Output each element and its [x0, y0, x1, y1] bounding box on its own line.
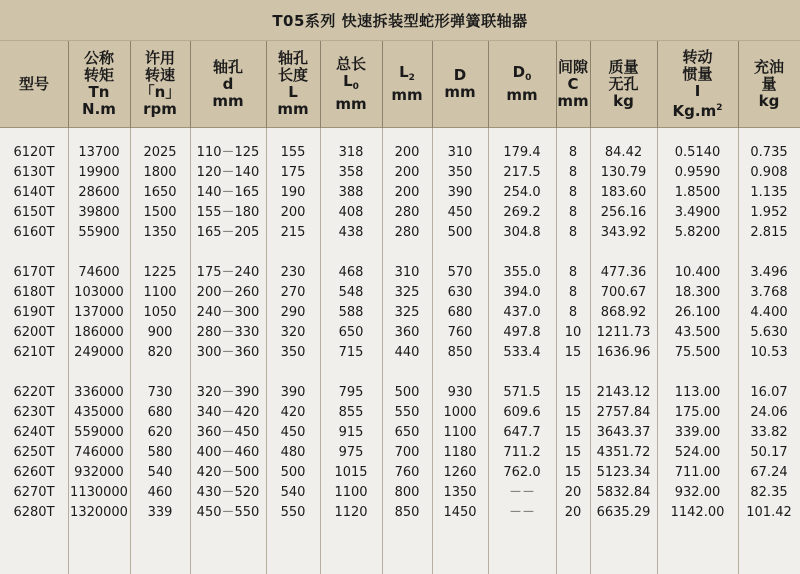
- table-cell: 540: [280, 485, 306, 500]
- table-cell: 256.16: [600, 205, 647, 220]
- table-cell: 1211.73: [596, 325, 651, 340]
- table-cell: 137000: [74, 305, 124, 320]
- table-cell: 350: [447, 165, 473, 180]
- table-cell: 270: [280, 285, 306, 300]
- table-cell: 550: [394, 405, 420, 420]
- table-cell: 711.00: [674, 465, 721, 480]
- table-cell: 175－240: [196, 265, 260, 280]
- table-cell: 2025: [143, 145, 177, 160]
- table-cell: 571.5: [503, 385, 541, 400]
- column-header: [0, 41, 68, 127]
- table-cell: 8: [568, 145, 578, 160]
- table-cell: 5123.34: [596, 465, 651, 480]
- table-cell: 1142.00: [670, 505, 725, 520]
- table-cell: 630: [447, 285, 473, 300]
- table-cell: 1450: [443, 505, 477, 520]
- table-cell: 120－140: [196, 165, 260, 180]
- table-cell: 450: [447, 205, 473, 220]
- table-cell: 1650: [143, 185, 177, 200]
- table-cell: 15: [564, 405, 582, 420]
- model-cell: 6230T: [13, 405, 55, 420]
- table-cell: 1320000: [70, 505, 128, 520]
- table-cell: 103000: [74, 285, 124, 300]
- table-cell: 420－500: [196, 465, 260, 480]
- column-header-line: 间隙: [557, 57, 588, 76]
- table-cell: 1.952: [750, 205, 788, 220]
- table-row: [0, 403, 800, 423]
- table-cell: 280: [394, 205, 420, 220]
- table-row: [0, 263, 800, 283]
- table-cell: 868.92: [600, 305, 647, 320]
- table-cell: 650: [394, 425, 420, 440]
- table-title: [0, 0, 800, 41]
- table-cell: 8: [568, 285, 578, 300]
- table-cell: 325: [394, 285, 420, 300]
- table-cell: 280: [394, 225, 420, 240]
- column-header-line: mm: [277, 100, 309, 118]
- table-cell: 450: [280, 425, 306, 440]
- table-cell: 1050: [143, 305, 177, 320]
- table-cell: 1180: [443, 445, 477, 460]
- table-cell: 8: [568, 265, 578, 280]
- table-cell: 0.908: [750, 165, 788, 180]
- column-header-line: mm: [444, 83, 476, 101]
- table-row: [0, 343, 800, 363]
- table-cell: 343.92: [600, 225, 647, 240]
- table-cell: 1260: [443, 465, 477, 480]
- table-cell: 200: [280, 205, 306, 220]
- table-cell: 620: [147, 425, 173, 440]
- table-cell: 1015: [334, 465, 368, 480]
- table-cell: 477.36: [600, 265, 647, 280]
- table-cell: 179.4: [503, 145, 541, 160]
- table-cell: 932.00: [674, 485, 721, 500]
- column-header-line: mm: [557, 91, 589, 110]
- table-cell: 175.00: [674, 405, 721, 420]
- model-cell: 6280T: [13, 505, 55, 520]
- table-cell: 4.400: [750, 305, 788, 320]
- table-cell: 15: [564, 445, 582, 460]
- table-cell: 340－420: [196, 405, 260, 420]
- column-header: [130, 41, 190, 127]
- model-cell: 6260T: [13, 465, 55, 480]
- table-cell: 2.815: [750, 225, 788, 240]
- table-cell: 360: [394, 325, 420, 340]
- table-cell: 500: [394, 385, 420, 400]
- table-cell: 795: [338, 385, 364, 400]
- table-cell: 217.5: [503, 165, 541, 180]
- table-cell: 360－450: [196, 425, 260, 440]
- table-cell: 390: [280, 385, 306, 400]
- table-cell: 6635.29: [596, 505, 651, 520]
- table-cell: 339: [147, 505, 173, 520]
- table-cell: 355.0: [503, 265, 541, 280]
- column-header-line: 质量: [608, 57, 639, 76]
- column-header-line: 惯量: [682, 64, 713, 83]
- table-cell: 680: [147, 405, 173, 420]
- column-header-line: 型号: [18, 74, 49, 93]
- table-row: [0, 383, 800, 403]
- table-cell: 711.2: [503, 445, 541, 460]
- table-cell: 110－125: [196, 145, 260, 160]
- table-cell: 339.00: [674, 425, 721, 440]
- table-cell: 175: [280, 165, 306, 180]
- table-cell: 550: [280, 505, 306, 520]
- header-subscript: 2: [408, 73, 415, 83]
- table-cell: 8: [568, 305, 578, 320]
- table-row: [0, 503, 800, 523]
- table-cell: 647.7: [503, 425, 541, 440]
- table-cell: 280－330: [196, 325, 260, 340]
- table-cell: 450－550: [196, 505, 260, 520]
- table-cell: 559000: [74, 425, 124, 440]
- table-cell: 130.79: [600, 165, 647, 180]
- column-header-line: 转矩: [83, 66, 114, 84]
- model-cell: 6210T: [13, 345, 55, 360]
- table-cell: 524.00: [674, 445, 721, 460]
- column-header-line: 公称: [83, 49, 114, 67]
- table-cell: 820: [147, 345, 173, 360]
- table-cell: 10.400: [674, 265, 721, 280]
- table-cell: 336000: [74, 385, 124, 400]
- table-row: [0, 323, 800, 343]
- table-cell: 3.496: [750, 265, 788, 280]
- table-cell: 760: [394, 465, 420, 480]
- table-cell: 437.0: [503, 305, 541, 320]
- table-cell: 715: [338, 345, 364, 360]
- table-cell: 310: [447, 145, 473, 160]
- table-cell: 1350: [443, 485, 477, 500]
- table-cell: 16.07: [750, 385, 788, 400]
- table-cell: 855: [338, 405, 364, 420]
- table-cell: 1800: [143, 165, 177, 180]
- table-row: [0, 183, 800, 203]
- table-cell: 2757.84: [596, 405, 651, 420]
- model-cell: 6150T: [13, 205, 55, 220]
- table-cell: 155－180: [196, 205, 260, 220]
- table-cell: 540: [147, 465, 173, 480]
- table-cell: 480: [280, 445, 306, 460]
- table-cell: 215: [280, 225, 306, 240]
- column-header-line: mm: [506, 86, 538, 104]
- table-cell: 33.82: [750, 425, 788, 440]
- table-cell: 609.6: [503, 405, 541, 420]
- table-cell: 1130000: [70, 485, 128, 500]
- table-cell: 1500: [143, 205, 177, 220]
- table-cell: 190: [280, 185, 306, 200]
- table-cell: 186000: [74, 325, 124, 340]
- column-header: [190, 41, 266, 127]
- table-cell: 269.2: [503, 205, 541, 220]
- column-header-line: $D_0$: [512, 63, 532, 83]
- table-cell: 75.500: [674, 345, 721, 360]
- table-row: [0, 163, 800, 183]
- table-cell: 3.768: [750, 285, 788, 300]
- table-cell: 1350: [143, 225, 177, 240]
- table-cell: 570: [447, 265, 473, 280]
- table-cell: 26.100: [674, 305, 721, 320]
- table-cell: 700.67: [600, 285, 647, 300]
- table-cell: 19900: [78, 165, 120, 180]
- table-cell: 3643.37: [596, 425, 651, 440]
- table-cell: 43.500: [674, 325, 721, 340]
- table-cell: 165－205: [196, 225, 260, 240]
- table-cell: 0.5140: [674, 145, 721, 160]
- table-cell: 320: [280, 325, 306, 340]
- table-cell: 1636.96: [596, 345, 651, 360]
- column-header-line: 转速: [144, 66, 175, 84]
- table-cell: 20: [564, 485, 582, 500]
- table-cell: －－: [508, 485, 535, 500]
- table-cell: 435000: [74, 405, 124, 420]
- table-row: [0, 283, 800, 303]
- table-cell: 55900: [78, 225, 120, 240]
- table-cell: 4351.72: [596, 445, 651, 460]
- column-header-line: $Kg.m^2$: [672, 101, 723, 120]
- column-header-line: 「n」: [139, 83, 181, 101]
- table-cell: 650: [338, 325, 364, 340]
- table-cell: 580: [147, 445, 173, 460]
- column-header-line: Tn: [88, 83, 110, 101]
- table-cell: 300－360: [196, 345, 260, 360]
- table-cell: 358: [338, 165, 364, 180]
- table-cell: 932000: [74, 465, 124, 480]
- table-cell: 800: [394, 485, 420, 500]
- table-cell: 1100: [443, 425, 477, 440]
- table-cell: 200: [394, 145, 420, 160]
- column-header-line: rpm: [143, 100, 177, 118]
- table-cell: 460: [147, 485, 173, 500]
- column-header: [488, 41, 556, 127]
- table-cell: 1100: [334, 485, 368, 500]
- table-cell: 760: [447, 325, 473, 340]
- column-header-line: $L_0$: [343, 71, 359, 92]
- table-cell: 1225: [143, 265, 177, 280]
- table-cell: 394.0: [503, 285, 541, 300]
- column-header-line: N.m: [82, 100, 116, 118]
- table-cell: 533.4: [503, 345, 541, 360]
- column-header-line: 无孔: [608, 74, 639, 93]
- column-header: [556, 41, 590, 127]
- model-cell: 6240T: [13, 425, 55, 440]
- table-row: [0, 223, 800, 243]
- table-row: [0, 303, 800, 323]
- column-header-line: d: [222, 74, 234, 93]
- table-cell: 730: [147, 385, 173, 400]
- table-cell: 430－520: [196, 485, 260, 500]
- table-cell: 388: [338, 185, 364, 200]
- table-cell: 975: [338, 445, 364, 460]
- table-row: [0, 443, 800, 463]
- table-cell: 420: [280, 405, 306, 420]
- table-cell: 5832.84: [596, 485, 651, 500]
- column-header-line: D: [453, 66, 467, 84]
- table-cell: 1.135: [750, 185, 788, 200]
- table-cell: 500: [447, 225, 473, 240]
- table-cell: 249000: [74, 345, 124, 360]
- model-cell: 6200T: [13, 325, 55, 340]
- table-cell: 20: [564, 505, 582, 520]
- table-cell: 5.8200: [674, 225, 721, 240]
- table-cell: 762.0: [503, 465, 541, 480]
- table-cell: 500: [280, 465, 306, 480]
- table-cell: 24.06: [750, 405, 788, 420]
- table-cell: 8: [568, 185, 578, 200]
- table-cell: 8: [568, 205, 578, 220]
- table-cell: 39800: [78, 205, 120, 220]
- column-header-line: 轴孔: [277, 49, 308, 67]
- table-cell: 1120: [334, 505, 368, 520]
- column-header: [382, 41, 432, 127]
- table-title-text: T05系列 快速拆装型蛇形弹簧联轴器: [272, 11, 528, 30]
- table-cell: 325: [394, 305, 420, 320]
- column-header-line: C: [567, 74, 579, 93]
- column-header-line: mm: [391, 86, 423, 104]
- table-cell: 390: [447, 185, 473, 200]
- table-cell: 1000: [443, 405, 477, 420]
- table-cell: 5.630: [750, 325, 788, 340]
- table-cell: 82.35: [750, 485, 788, 500]
- table-cell: 200: [394, 165, 420, 180]
- table-cell: 13700: [78, 145, 120, 160]
- column-header-line: I: [694, 81, 701, 100]
- model-cell: 6170T: [13, 265, 55, 280]
- table-cell: －－: [508, 505, 535, 520]
- column-header: [266, 41, 320, 127]
- column-header-line: 充油: [753, 57, 784, 76]
- table-cell: 850: [447, 345, 473, 360]
- table-cell: 3.4900: [674, 205, 721, 220]
- table-cell: 1100: [143, 285, 177, 300]
- model-cell: 6130T: [13, 165, 55, 180]
- column-header: [68, 41, 130, 127]
- table-cell: 8: [568, 165, 578, 180]
- model-cell: 6180T: [13, 285, 55, 300]
- table-cell: 15: [564, 465, 582, 480]
- table-cell: 746000: [74, 445, 124, 460]
- table-cell: 254.0: [503, 185, 541, 200]
- table-cell: 915: [338, 425, 364, 440]
- table-cell: 140－165: [196, 185, 260, 200]
- column-header: [432, 41, 488, 127]
- table-row: [0, 143, 800, 163]
- model-cell: 6190T: [13, 305, 55, 320]
- model-cell: 6270T: [13, 485, 55, 500]
- table-cell: 468: [338, 265, 364, 280]
- table-cell: 1.8500: [674, 185, 721, 200]
- column-header: [320, 41, 382, 127]
- column-header-line: 量: [761, 74, 777, 93]
- column-header: [657, 41, 738, 127]
- table-cell: 440: [394, 345, 420, 360]
- table-cell: 680: [447, 305, 473, 320]
- header-subscript: 0: [352, 81, 359, 92]
- table-cell: 304.8: [503, 225, 541, 240]
- table-cell: 588: [338, 305, 364, 320]
- table-row: [0, 463, 800, 483]
- column-header: [590, 41, 657, 127]
- table-cell: 2143.12: [596, 385, 651, 400]
- column-header-line: L: [288, 83, 298, 101]
- model-cell: 6120T: [13, 145, 55, 160]
- column-header-line: 长度: [277, 66, 308, 84]
- column-header-line: 转动: [682, 47, 713, 66]
- table-cell: 900: [147, 325, 173, 340]
- table-cell: 10.53: [750, 345, 788, 360]
- column-header-line: 总长: [335, 54, 366, 73]
- column-header: [738, 41, 800, 127]
- table-cell: 28600: [78, 185, 120, 200]
- table-cell: 400－460: [196, 445, 260, 460]
- table-cell: 15: [564, 425, 582, 440]
- table-cell: 50.17: [750, 445, 788, 460]
- table-cell: 230: [280, 265, 306, 280]
- table-cell: 15: [564, 345, 582, 360]
- header-superscript: 2: [716, 102, 723, 113]
- table-cell: 200: [394, 185, 420, 200]
- table-cell: 438: [338, 225, 364, 240]
- table-cell: 67.24: [750, 465, 788, 480]
- table-cell: 155: [280, 145, 306, 160]
- table-cell: 183.60: [600, 185, 647, 200]
- table-cell: 408: [338, 205, 364, 220]
- table-cell: 8: [568, 225, 578, 240]
- header-subscript: 0: [525, 73, 532, 83]
- table-cell: 930: [447, 385, 473, 400]
- column-header-line: mm: [212, 91, 244, 110]
- table-row: [0, 203, 800, 223]
- table-cell: 74600: [78, 265, 120, 280]
- column-header-line: 许用: [144, 49, 175, 67]
- model-cell: 6220T: [13, 385, 55, 400]
- column-header-line: kg: [758, 91, 780, 110]
- table-cell: 320－390: [196, 385, 260, 400]
- table-cell: 497.8: [503, 325, 541, 340]
- table-cell: 15: [564, 385, 582, 400]
- table-cell: 200－260: [196, 285, 260, 300]
- model-cell: 6140T: [13, 185, 55, 200]
- table-cell: 0.735: [750, 145, 788, 160]
- table-cell: 10: [564, 325, 582, 340]
- column-header-line: $L_2$: [399, 63, 415, 83]
- table-row: [0, 483, 800, 503]
- table-cell: 850: [394, 505, 420, 520]
- table-cell: 240－300: [196, 305, 260, 320]
- table-cell: 18.300: [674, 285, 721, 300]
- column-header-line: mm: [335, 94, 367, 113]
- table-cell: 310: [394, 265, 420, 280]
- model-cell: 6250T: [13, 445, 55, 460]
- table-cell: 101.42: [746, 505, 792, 520]
- table-cell: 350: [280, 345, 306, 360]
- table-cell: 113.00: [674, 385, 721, 400]
- table-cell: 700: [394, 445, 420, 460]
- column-header-line: 轴孔: [212, 57, 243, 76]
- table-row: [0, 423, 800, 443]
- table-cell: 318: [338, 145, 364, 160]
- table-cell: 290: [280, 305, 306, 320]
- model-cell: 6160T: [13, 225, 55, 240]
- column-header-line: kg: [613, 91, 634, 110]
- table-cell: 0.9590: [674, 165, 721, 180]
- table-cell: 548: [338, 285, 364, 300]
- table-cell: 84.42: [604, 145, 643, 160]
